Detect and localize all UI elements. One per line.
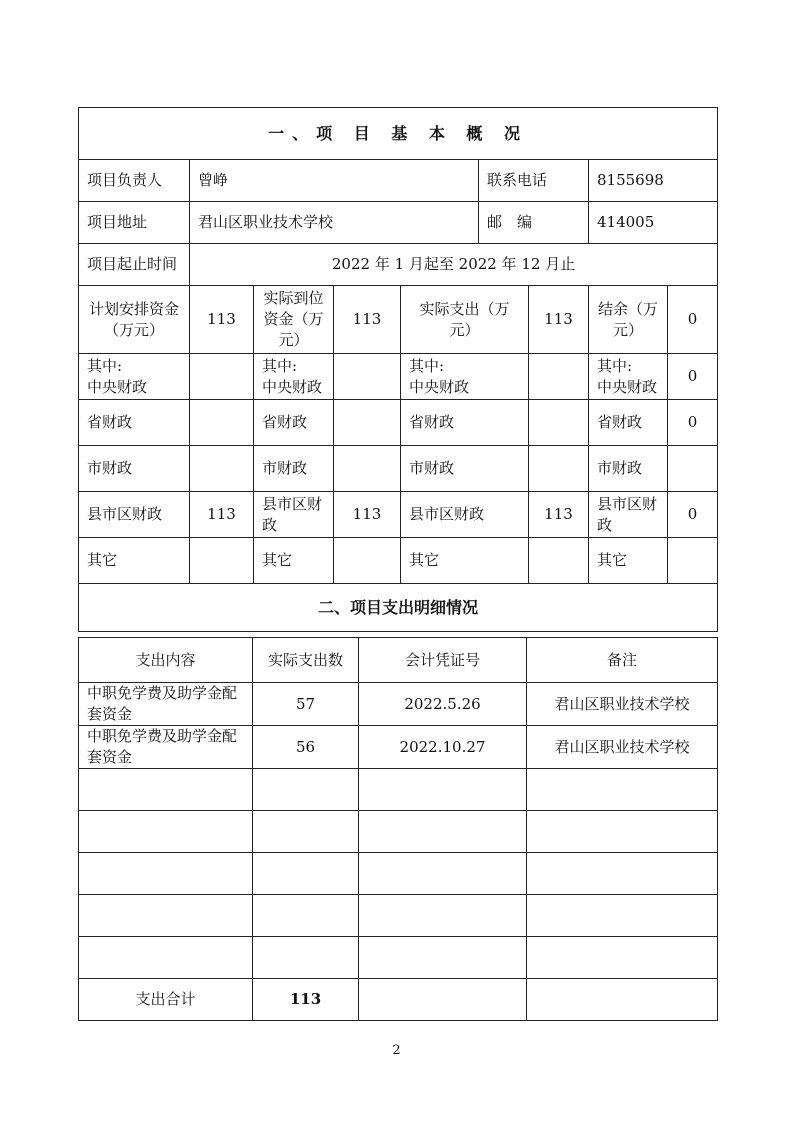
plan-central-value [190,354,254,400]
period-value: 2022 年 1 月起至 2022 年 12 月止 [190,244,718,286]
plan-funds-value: 113 [190,286,254,354]
spent-central-value [529,354,589,400]
row-remarks [527,895,718,937]
received-other-value [334,538,401,584]
received-city-value [334,446,401,492]
received-province-value [334,400,401,446]
row-voucher: 2022.10.27 [359,726,527,769]
balance-county-value: 0 [668,492,718,538]
balance-other-label: 其它 [589,538,668,584]
balance-province-value: 0 [668,400,718,446]
expense-detail-table [78,637,718,1021]
received-funds-label: 实际到位资金（万元） [254,286,334,354]
row-voucher [359,811,527,853]
spent-city-label: 市财政 [401,446,529,492]
leader-value: 曾峥 [190,160,479,202]
header-actual-spent: 实际支出数 [253,638,359,683]
row-amount: 57 [253,683,359,726]
plan-city-value [190,446,254,492]
row-content [79,769,253,811]
spent-other-label: 其它 [401,538,529,584]
row-remarks [527,937,718,979]
balance-central-value: 0 [668,354,718,400]
balance-county-label: 县市区财政 [589,492,668,538]
received-funds-value: 113 [334,286,401,354]
plan-other-label: 其它 [79,538,190,584]
row-content [79,895,253,937]
address-value: 君山区职业技术学校 [190,202,479,244]
row-voucher: 2022.5.26 [359,683,527,726]
row-amount [253,811,359,853]
row-content [79,853,253,895]
row-remarks [527,811,718,853]
table-row [79,811,718,853]
spent-city-value [529,446,589,492]
plan-city-label: 市财政 [79,446,190,492]
table-row [79,726,718,769]
leader-label: 项目负责人 [79,160,190,202]
table-row [79,895,718,937]
section-1-title: 一、项 目 基 本 概 况 [79,108,718,160]
row-amount [253,895,359,937]
row-content: 中职免学费及助学金配套资金 [79,683,253,726]
phone-label: 联系电话 [479,160,589,202]
header-remarks: 备注 [527,638,718,683]
received-city-label: 市财政 [254,446,334,492]
header-voucher-number: 会计凭证号 [359,638,527,683]
plan-province-value [190,400,254,446]
row-content [79,937,253,979]
row-amount [253,769,359,811]
row-amount: 56 [253,726,359,769]
spent-other-value [529,538,589,584]
row-content [79,811,253,853]
received-province-label: 省财政 [254,400,334,446]
row-voucher [359,895,527,937]
total-row [79,979,718,1021]
plan-province-label: 省财政 [79,400,190,446]
postcode-value: 414005 [589,202,718,244]
received-central-value [334,354,401,400]
received-central-label: 其中: 中央财政 [254,354,334,400]
project-overview-table [78,107,718,632]
spent-funds-value: 113 [529,286,589,354]
period-label: 项目起止时间 [79,244,190,286]
total-voucher-empty [359,979,527,1021]
received-other-label: 其它 [254,538,334,584]
spent-funds-label: 实际支出（万元） [401,286,529,354]
row-content: 中职免学费及助学金配套资金 [79,726,253,769]
plan-funds-label: 计划安排资金（万元） [79,286,190,354]
balance-value: 0 [668,286,718,354]
header-content: 支出内容 [79,638,253,683]
total-label: 支出合计 [79,979,253,1021]
spent-province-value [529,400,589,446]
plan-county-value: 113 [190,492,254,538]
balance-other-value [668,538,718,584]
row-amount [253,853,359,895]
row-remarks: 君山区职业技术学校 [527,683,718,726]
received-county-value: 113 [334,492,401,538]
row-voucher [359,853,527,895]
table-row [79,937,718,979]
received-county-label: 县市区财政 [254,492,334,538]
page-number: 2 [392,1043,401,1058]
balance-label: 结余（万元） [589,286,668,354]
table-row [79,853,718,895]
row-amount [253,937,359,979]
row-remarks: 君山区职业技术学校 [527,726,718,769]
row-voucher [359,937,527,979]
row-voucher [359,769,527,811]
balance-central-label: 其中: 中央财政 [589,354,668,400]
plan-other-value [190,538,254,584]
balance-city-value [668,446,718,492]
total-value: 113 [253,979,359,1021]
balance-city-label: 市财政 [589,446,668,492]
table-row [79,683,718,726]
total-remarks-empty [527,979,718,1021]
table-row [79,769,718,811]
plan-central-label: 其中: 中央财政 [79,354,190,400]
row-remarks [527,853,718,895]
balance-province-label: 省财政 [589,400,668,446]
section-2-title: 二、项目支出明细情况 [79,584,718,632]
phone-value: 8155698 [589,160,718,202]
spent-county-label: 县市区财政 [401,492,529,538]
row-remarks [527,769,718,811]
spent-province-label: 省财政 [401,400,529,446]
plan-county-label: 县市区财政 [79,492,190,538]
postcode-label: 邮 编 [479,202,589,244]
address-label: 项目地址 [79,202,190,244]
spent-county-value: 113 [529,492,589,538]
spent-central-label: 其中: 中央财政 [401,354,529,400]
